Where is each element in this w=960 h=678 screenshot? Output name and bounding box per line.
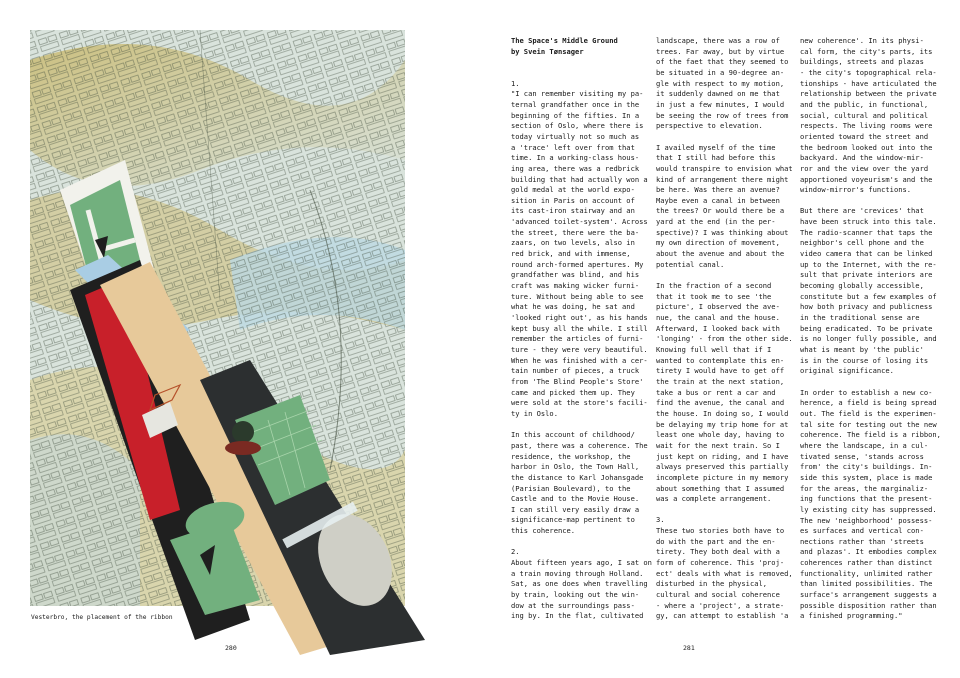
text-line: least one whole day, having to (656, 430, 785, 440)
text-line: the trees? Or would there be a (656, 206, 785, 216)
text-line: In this account of childhood/ (511, 430, 635, 440)
text-line: possible disposition rather than (800, 600, 937, 610)
paragraph (800, 206, 940, 377)
text-line: take a bus or rent a car and (656, 387, 776, 397)
text-line: in just a few minutes, I would (656, 99, 785, 109)
text-line: what he was doing, he sat and (511, 302, 635, 312)
text-line: red brick, and with immense, (511, 249, 631, 259)
text-line: kept busy all the while. I still (511, 323, 648, 333)
text-line: ly existing city has suppressed. (800, 504, 937, 514)
text-line: be seeing the row of trees from (656, 110, 789, 120)
text-line: relationship between the private (800, 89, 937, 99)
text-line: potential canal. (656, 259, 725, 269)
text-line: that it took me to see 'the (656, 291, 772, 301)
photo-caption: Vesterbro, the placement of the ribbon (31, 614, 173, 621)
text-line: and plazas'. It embodies complex (800, 547, 937, 557)
text-line: craft was making wicker furni- (511, 281, 640, 291)
text-line: Sat, as one does when travelling (511, 579, 648, 589)
text-line: ture - they were very beautiful. (511, 345, 648, 354)
text-line: is in the course of losing its (800, 355, 929, 365)
text-line: gy, can attempt to establish 'a (656, 611, 789, 621)
paragraph (800, 36, 940, 196)
text-line: tal site for testing out the new (800, 419, 937, 429)
text-line: wanted to contemplate this en- (656, 355, 785, 365)
text-line: find the avenue, the canal and (656, 398, 785, 408)
text-line: herence, a field is being spread (800, 398, 937, 408)
text-line: the bedroom looked out into the (800, 142, 933, 152)
text-line: side this system, place is made (800, 472, 933, 482)
right-page (480, 0, 960, 678)
text-line: cultural and social coherence (656, 590, 780, 600)
text-line: dow at the surroundings pass- (511, 600, 635, 610)
paragraph (656, 36, 796, 132)
text-line: nue, the canal and the house. (656, 313, 780, 323)
text-line: be delaying my trip home for at (656, 419, 789, 429)
text-line: beginning of the fifties. In a (511, 110, 640, 120)
text-line: incomplete picture in my memory (656, 472, 789, 482)
text-line: round arch-formed apertures. My (511, 259, 644, 269)
text-line: kind of arrangement there might (656, 174, 789, 184)
text-line: zaars, on two levels, also in (511, 238, 635, 248)
text-line: respects. The living rooms were (800, 121, 933, 131)
text-line: In order to establish a new co- (800, 387, 933, 397)
text-line: ing functions that the present- (800, 494, 933, 504)
text-line: what is meant by 'the public' (800, 345, 924, 355)
text-line: surface's arrangement suggests a (800, 590, 937, 600)
text-line: 2. (511, 547, 520, 557)
text-line: this coherence. (511, 526, 576, 536)
text-line: from' the city's buildings. In- (800, 462, 933, 472)
text-line: ing by. In the flat, cultivated (511, 611, 644, 621)
text-line: backyard. And the window-mir- (800, 153, 924, 163)
text-line: becoming globally accessible, (800, 281, 924, 291)
text-line: When he was finished with a cer- (511, 355, 648, 365)
text-line: its cast-iron stairway and an (511, 206, 635, 216)
text-line: original significance. (800, 366, 894, 376)
text-line: out. The field is the experimen- (800, 408, 937, 418)
text-line: neighbor's cell phone and the (800, 238, 924, 248)
text-line: ternal grandfather once in the (511, 99, 640, 109)
paragraph (800, 388, 940, 622)
text-line: about something that I assumed (656, 483, 785, 493)
text-line: ing area, there was a redbrick (511, 163, 640, 173)
text-line: a train moving through Holland. (511, 568, 644, 578)
text-line: gold medal at the world expo- (511, 185, 635, 195)
text-line: sult that private interiors are (800, 270, 933, 280)
paragraph-gap (511, 420, 651, 431)
text-line: - where a 'project', a strate- (656, 600, 785, 610)
text-line: "I can remember visiting my pa- (511, 89, 644, 99)
text-line: my own direction of movement, (656, 238, 780, 248)
text-line: the street, there were the ba- (511, 227, 640, 237)
paragraph (511, 79, 651, 420)
text-line: 1. (511, 78, 520, 88)
text-line: 'advanced toilet-system'. Across (511, 217, 648, 227)
text-line: it suddenly dawned on me that (656, 89, 780, 99)
text-line: be here. Was there an avenue? (656, 185, 780, 195)
text-line: nections rather than 'streets (800, 536, 924, 546)
text-line: significance-map pertinent to (511, 515, 635, 525)
text-line: es surfaces and vertical con- (800, 526, 924, 536)
text-line: apportioned voyeurism's and the (800, 174, 933, 184)
paragraph (511, 430, 651, 537)
text-line: About fifteen years ago, I sat on (511, 558, 652, 568)
text-line: have been struck into this tale. (800, 217, 937, 227)
text-line: today virtually not so much as (511, 131, 640, 141)
text-line: The radio-scanner that taps the (800, 227, 933, 237)
text-line: Afterward, I looked back with (656, 323, 780, 333)
paragraph-gap (800, 377, 940, 388)
text-line: These two stories both have to (656, 526, 785, 536)
text-line: social, cultural and political (800, 110, 929, 120)
text-line: harbor in Oslo, the Town Hall, (511, 462, 640, 472)
paragraph-gap (656, 270, 796, 281)
text-line: a finished programming." (800, 611, 903, 621)
text-line: 'longing' - from the other side. (656, 334, 793, 344)
text-line: window-mirror's functions. (800, 185, 912, 195)
text-line: by Svein Tønsager (511, 46, 584, 56)
text-line: for the areas, the marginaliz- (800, 483, 929, 493)
text-line: video camera that can be linked (800, 249, 933, 259)
text-line: by train, looking out the win- (511, 590, 640, 600)
text-line: sition in Paris on account of (511, 195, 635, 205)
text-line: picture', I observed the ave- (656, 302, 780, 312)
text-line: tain number of pieces, a truck (511, 366, 640, 376)
text-line: the distance to Karl Johansgade (511, 472, 644, 482)
text-line: a 'trace' left over from that (511, 142, 635, 152)
page-number-right: 281 (683, 644, 695, 652)
text-line: time. In a working-class hous- (511, 153, 640, 163)
text-line: gle with respect to my motion, (656, 78, 785, 88)
text-line: new coherence'. In its physi- (800, 36, 924, 45)
text-line: and the public, in functional, (800, 99, 929, 109)
text-line: form of coherence. This 'proj- (656, 558, 785, 568)
text-line: 3. (656, 515, 665, 525)
text-line: remember the articles of furni- (511, 334, 644, 344)
text-line: past, there was a coherence. The (511, 440, 648, 450)
text-line: Knowing full well that if I (656, 345, 772, 354)
text-line: oriented toward the street and (800, 131, 929, 141)
text-column-1 (511, 36, 651, 622)
text-line: from 'The Blind People's Store' (511, 376, 644, 386)
text-line: be situated in a 90-degree an- (656, 67, 785, 77)
paragraph-gap (511, 537, 651, 548)
text-line: was a complete arrangement. (656, 494, 772, 504)
text-line: functionality, unlimited rather (800, 568, 933, 578)
paragraph (656, 281, 796, 505)
text-column-2 (656, 36, 796, 622)
text-line: 'looked right out', as his hands (511, 313, 648, 323)
text-line: being eradicated. To be private (800, 323, 933, 333)
text-line: were sold at the store's facili- (511, 398, 648, 408)
text-line: tirety I would have to get off (656, 366, 785, 376)
text-line: - the city's topographical rela- (800, 67, 937, 77)
text-line: spective)? I was thinking about (656, 227, 789, 237)
text-line: where the landscape, in a cul- (800, 440, 929, 450)
text-line: In the fraction of a second (656, 281, 772, 291)
text-line: trees. Far away, but by virtue (656, 46, 785, 56)
text-line: came and picked them up. They (511, 387, 635, 397)
text-line: than limited possibilities. The (800, 579, 933, 589)
text-line: perspective to elevation. (656, 121, 763, 131)
paragraph-gap (656, 505, 796, 516)
page-number-left: 280 (225, 644, 237, 652)
text-line: buildings, streets and plazas (800, 57, 924, 67)
text-line: in the traditional sense are (800, 313, 920, 323)
text-line: The Space's Middle Ground (511, 36, 618, 45)
text-line: the train at the next station, (656, 376, 785, 386)
text-line: Castle and to the Movie House. (511, 494, 640, 504)
text-line: ty in Oslo. (511, 408, 558, 418)
text-line: I can still very easily draw a (511, 504, 640, 514)
text-line: do with the part and the en- (656, 536, 776, 546)
text-line: about the avenue and about the (656, 249, 785, 259)
text-line: disturbed in the physical, (656, 579, 768, 589)
text-line: (Parisian Boulevard), to the (511, 483, 631, 493)
text-column-3 (800, 36, 940, 622)
text-line: ect' deals with what is removed, (656, 568, 793, 578)
paragraph (656, 143, 796, 271)
paragraph-gap (800, 196, 940, 207)
text-line: just kept on riding, and I have (656, 451, 789, 461)
text-line: residence, the workshop, the (511, 451, 631, 461)
text-line: is no longer fully possible, and (800, 334, 937, 344)
text-line: Maybe even a canal in between (656, 195, 780, 205)
text-line: always preserved this partially (656, 462, 789, 472)
text-line: building that had actually won a (511, 174, 648, 184)
text-line: tionships - have articulated the (800, 78, 937, 88)
text-line: constitute but a few examples of (800, 291, 937, 301)
text-line: that I still had before this (656, 153, 776, 163)
paragraph-gap (511, 57, 651, 68)
paragraph (656, 515, 796, 622)
text-line: ture. Without being able to see (511, 291, 644, 301)
text-line: But there are 'crevices' that (800, 206, 924, 216)
text-line: of the faet that they seemed to (656, 57, 789, 67)
text-line: yard at the end (in the per- (656, 217, 776, 227)
article-title (511, 36, 651, 57)
paragraph-gap (656, 132, 796, 143)
text-line: would transpire to envision what (656, 163, 793, 173)
text-line: The new 'neighborhood' possess- (800, 515, 933, 525)
text-line: how both privacy and publicness (800, 302, 933, 312)
text-line: tivated sense, 'stands across (800, 451, 924, 461)
paragraph-gap (511, 68, 651, 79)
paragraph (511, 547, 651, 622)
text-line: cal form, the city's parts, its (800, 46, 933, 56)
text-line: coherences rather than distinct (800, 558, 933, 568)
text-line: up to the Internet, with the re- (800, 259, 937, 269)
text-line: ror and the view over the yard (800, 163, 929, 173)
text-line: wait for the next train. So I (656, 440, 780, 450)
text-line: tirety. They both deal with a (656, 547, 780, 557)
text-line: grandfather was blind, and his (511, 270, 640, 280)
text-line: coherence. The field is a ribbon, (800, 430, 941, 440)
text-line: the house. In doing so, I would (656, 408, 789, 418)
text-line: I availed myself of the time (656, 142, 776, 152)
text-line: section of Oslo, where there is (511, 121, 644, 131)
text-line: landscape, there was a row of (656, 36, 780, 45)
